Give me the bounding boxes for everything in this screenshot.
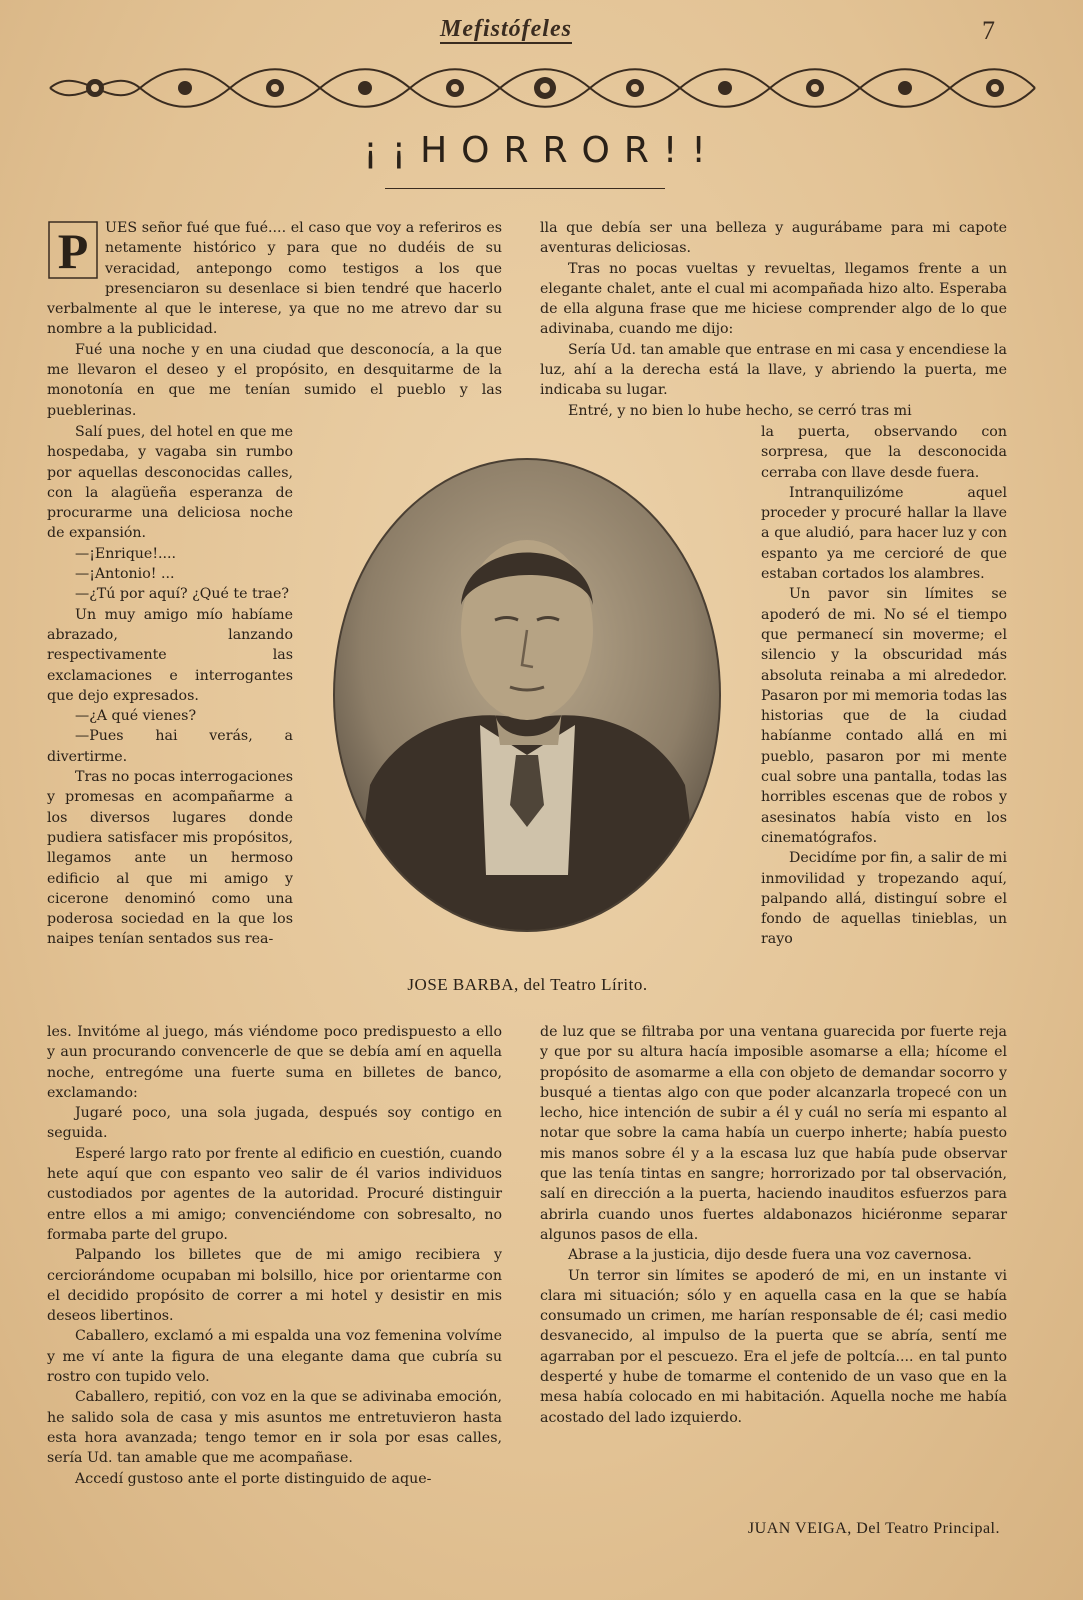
dialogue-line: —Pues hai verás, a divertirme.: [47, 728, 293, 765]
paragraph: de luz que se filtraba por una ventana guarecida por fuerte reja y que por su altura hacía imposible asomarse a ella; hícome el propósito de asomarme a ella con objeto de demandar socorro y busqué a tientas algo con que poder alcanzarla tropecé con un lecho, hice intención de subir a él y cuál no sería mi espanto al notar que sobre la cama había un cuerpo inherte; había puesto mis manos sobre él y a la escasa luz que había pude observar que las tenía tintas en sangre; horrorizado por tal observación, salí en dirección a la puerta, haciendo inauditos esfuerzos para abrirla cuando unos fuertes aldabonazos hiciéronme separar algunos pasos de ella.: [540, 1024, 1007, 1243]
dropcap-letter: P: [57, 223, 89, 279]
article-title: ¡¡HORROR!!: [363, 130, 720, 171]
paragraph: Fué una noche y en una ciudad que desconocía, a la que me llevaron el deseo y el propósito, en desquitarme de la monotonía en que me tenían sumido el pueblo y las pueblerinas.: [47, 341, 502, 419]
dialogue-line: —¿Tú por aquí? ¿Qué te trae?: [75, 586, 289, 603]
paragraph: Accedí gustoso ante el porte distinguido de aque-: [75, 1470, 432, 1487]
paragraph: Entré, y no bien lo hube hecho, se cerró tras mi: [568, 402, 912, 419]
column-2-bottom: [540, 1022, 1007, 1428]
column-2-narrow: [761, 422, 1007, 950]
page-number: 7: [982, 16, 995, 45]
paragraph: les. Invitóme al juego, más viéndome poco predispuesto a ello y aun procurando convencerle de que se debía amí en aquella noche, entregóme una fuerte suma en billetes de banco, exclamando:: [47, 1024, 502, 1101]
dialogue-line: —¡Enrique!....: [75, 545, 177, 562]
paragraph: Caballero, repitió, con voz en la que se adivinaba emoción, he salido sola de casa y mis asuntos me entretuvieron hasta esta hora avanzada; tengo temor en ir sola por esas calles, sería Ud. tan amable que me acompañase.: [47, 1389, 502, 1467]
paragraph: Decidíme por fin, a salir de mi inmovilidad y tropezando aquí, palpando allá, distinguí sobre el fondo de aquellas tinieblas, un rayo: [761, 850, 1007, 948]
dropcap: [47, 220, 99, 280]
paragraph: Jugaré poco, una sola jugada, después soy contigo en seguida.: [47, 1105, 502, 1142]
column-1-top: [47, 218, 502, 421]
paragraph: Intranquilizóme aquel proceder y procuré hallar la llave a que aludió, para hacer luz y con espanto ya me cercioré de que estaban cortados los alambres.: [761, 484, 1007, 583]
portrait-photo: [330, 455, 725, 935]
column-1-narrow: [47, 422, 293, 950]
dialogue-line: —¿A qué vienes?: [75, 708, 197, 725]
paragraph: lla que debía ser una belleza y augurábame para mi capote aventuras deliciosas.: [540, 220, 1007, 257]
dialogue-line: —¡Antonio! ...: [75, 566, 175, 583]
ornamental-border: [40, 58, 1045, 116]
paragraph: Un muy amigo mío habíame abrazado, lanzando respectivamente las exclamaciones e interrogantes que dejo expresados.: [47, 606, 293, 704]
column-1-bottom: [47, 1022, 502, 1489]
paragraph: Sería Ud. tan amable que entrase en mi casa y encendiese la luz, ahí a la derecha está la llave, y abriendo la puerta, me indicaba su lugar.: [540, 341, 1007, 399]
column-2-top: [540, 218, 1007, 421]
paragraph: Esperé largo rato por frente al edificio en cuestión, cuando hete aquí que con espanto veo salir de él varios individuos custodiados por agentes de la autoridad. Procuré distinguir entre ellos a mi amigo; convenciéndome con sobresalto, no formaba parte del grupo.: [47, 1145, 502, 1243]
paragraph: Un pavor sin límites se apoderó de mi. No sé el tiempo que permanecí sin moverme; el silencio y la obscuridad más absoluta reinaba a mi alrededor. Pasaron por mi memoria todas las historias que de la ciudad habíanme contado allá en mi pueblo, pasaron por mi mente cual sobre una pantalla, todas las horribles escenas que de robos y asesinatos había visto en los cinematógrafos.: [761, 586, 1007, 846]
paragraph: UES señor fué que fué.... el caso que voy a referiros es netamente histórico y para que no dudéis de su veracidad, antepongo como testigos a los que presenciaron su desenlace si bien tendré que hacerlo verbalmente al que le interese, ya que no me atrevo dar su nombre a la publicidad.: [47, 220, 502, 338]
paragraph: la puerta, observando con sorpresa, que la desconocida cerraba con llave desde fuera.: [761, 424, 1007, 481]
paragraph: Caballero, exclamó a mi espalda una voz femenina volvíme y me ví ante la figura de una elegante dama que cubría su rostro con tupido velo.: [47, 1328, 502, 1386]
author-signature: JUAN VEIGA, Del Teatro Principal.: [747, 1520, 1000, 1537]
paragraph: Tras no pocas vueltas y revueltas, llegamos frente a un elegante chalet, ante el cual mi acompañada hizo alto. Esperaba de ella alguna frase que me hiciese comprender algo de lo que adivinaba, cuando me dijo:: [540, 260, 1007, 338]
running-header: [0, 14, 1083, 50]
paragraph: Salí pues, del hotel en que me hospedaba, y vagaba sin rumbo por aquellas desconocidas calles, con la alagüeña esperanza de procurarme una deliciosa noche de expansión.: [47, 424, 293, 542]
paragraph: Tras no pocas interrogaciones y promesas en acompañarme a los diversos lugares donde pudiera satisfacer mis propósitos, llegamos ante un hermoso edificio al que mi amigo y cicerone denominó como una poderosa sociedad en la que los naipes tenían sentados sus rea-: [47, 769, 293, 948]
title-underline: [385, 188, 665, 189]
photo-caption: JOSE BARBA, del Teatro Lírito.: [407, 975, 648, 994]
magazine-title: Mefistófeles: [440, 16, 572, 42]
paragraph: Palpando los billetes que de mi amigo recibiera y cerciorándome ocupaban mi bolsillo, hice por orientarme con el decidido propósito de correr a mi hotel y desistir en mis deseos libertinos.: [47, 1247, 502, 1325]
paragraph: Un terror sin límites se apoderó de mi, en un instante vi clara mi situación; sólo y en aquella casa en la que se había consumado un crimen, me harían responsable de él; casi medio desvanecido, al impulso de la puerta que se abría, sentí me agarraban por el pescuezo. Era el jefe de poltcía.... en tal punto desperté y hube de tomarme el contenido de un vaso que en la mesa había colocado en mi habitación. Aquella noche me había acostado del lado izquierdo.: [540, 1267, 1007, 1426]
paragraph: Abrase a la justicia, dijo desde fuera una voz cavernosa.: [568, 1247, 972, 1264]
